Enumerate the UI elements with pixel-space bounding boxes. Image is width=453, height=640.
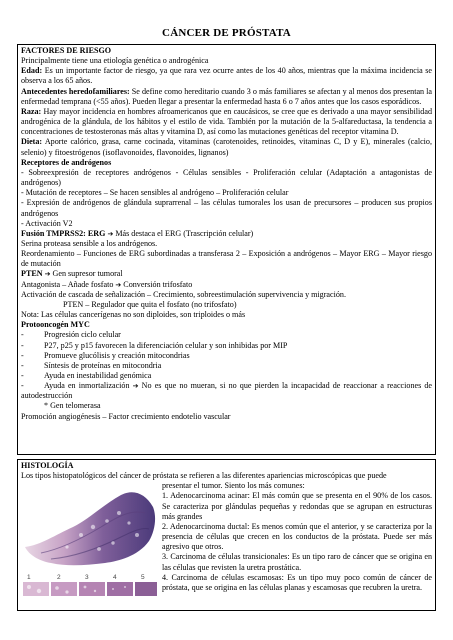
pten-antagonist — [21, 280, 432, 290]
grade-label-5: 5 — [141, 574, 145, 582]
age-text: Es un importante factor de riesgo, ya que rara vez ocurre antes de los 40 años, mientras que la máxima incidencia se observa a los 65 años. — [21, 66, 432, 86]
race-label: Raza: — [21, 106, 42, 116]
fusion-label: Fusión TMPRSS2: ERG — [21, 228, 108, 238]
histology-item: 3. Carcinoma de células transicionales: Es un tipo raro de cáncer que se origina en las células que revisten la uretra prostática. — [162, 552, 432, 572]
histology-item: 1. Adenocarcinoma acinar: El más común que se presenta en el 90% de los casos. Se caracteriza por glándulas pequeñas y redondas que se agrupan en estructuras más grandes — [162, 491, 432, 521]
race-text: Hay mayor incidencia en hombres afroamericanos que en caucásicos, se cree que es derivado a una mayor sensibilidad androgénica de la glándula, de los hábitos y el estilo de vida. También por la mutación de la 5-alfareductasa, la tendencia a concentraciones de testosteronas más altas y vitamina D, así como las mutaciones genéticas del receptor vitamina D. — [21, 106, 432, 137]
risk-heading: FACTORES DE RIESGO — [21, 46, 112, 55]
myc-item: - Promueve glucólisis y creación mitocondrias — [21, 351, 432, 361]
race-paragraph — [21, 107, 432, 137]
grade-label-2: 2 — [57, 574, 61, 582]
fusion-line — [21, 229, 432, 239]
histology-intro-cont: presentar el tumor. Siento los más comunes: — [162, 481, 305, 491]
pten-regulator: PTEN – Regulador que quita el fosfato (no trifosfato) — [63, 299, 237, 309]
grade-label-4: 4 — [113, 574, 117, 582]
right-arrow-icon: ➔ — [132, 382, 139, 391]
myc-heading: Protooncogén MYC — [21, 320, 90, 330]
grade-label-1: 1 — [27, 574, 31, 582]
myc-immortal-a: Ayuda en inmortalización — [44, 381, 133, 391]
myc-immortal-b: No es que no mueran, si no que pierden la incapacidad de reaccionar a reacciones de autodestrucción — [21, 381, 433, 401]
androgen-item: - Sobreexpresión de receptores andrógenos - Células sensibles - Proliferación celular (Adaptación a antagonistas de andrógenos) — [21, 167, 432, 188]
pten-antagonist-b: Conversión trifosfato — [121, 279, 193, 289]
myc-item: - P27, p25 y p15 favorecen la diferenciación celular y son inhibidas por MIP — [21, 341, 432, 351]
histology-item: 4. Carcinoma de células escamosas: Es un tipo muy poco común de cáncer de próstata, que se origina en las células planas y escamosas que recubren la uretra. — [162, 572, 432, 592]
myc-item: - Ayuda en inestabilidad genómica — [21, 371, 432, 381]
age-paragraph — [21, 66, 432, 86]
histology-columns — [21, 481, 432, 597]
diet-label: Dieta: — [21, 137, 43, 147]
histology-intro: Los tipos histopatológicos del cáncer de próstata se refieren a las diferentes apariencias microscópicas que puede — [21, 471, 387, 481]
fusion-text: Más destaca el ERG (Trascripción celular) — [113, 228, 254, 238]
risk-factors-box — [17, 44, 436, 455]
angiogenesis-line: Promoción angiogénesis – Factor crecimiento endotelio vascular — [21, 411, 231, 421]
right-arrow-icon: ➔ — [115, 280, 122, 289]
pten-label: PTEN — [21, 269, 45, 279]
histology-tiles — [23, 582, 157, 596]
fusion-detail: Reordenamiento – Funciones de ERG subordinadas a transferasa 2 – Exposición a andrógenos – Mayor ERG – Mayor riesgo de mutación — [21, 249, 432, 269]
histology-heading: HISTOLOGÍA — [21, 461, 74, 470]
right-arrow-icon: ➔ — [107, 229, 114, 238]
androgen-item: - Expresión de andrógenos de glándula suprarrenal – las células tumorales los usan de precursores – producen sus propios andrógenos — [21, 198, 432, 218]
myc-item-text: Síntesis de proteínas en mitocondria — [44, 360, 162, 370]
telomerase-note: * Gen telomerasa — [44, 401, 101, 411]
histology-text — [158, 481, 432, 597]
pten-cascade: Activación de cascada de señalización – Crecimiento, sobreestimulación supervivencia y migración. — [21, 289, 346, 299]
histology-scale — [27, 574, 145, 581]
page-title: CÁNCER DE PRÓSTATA — [162, 27, 291, 39]
myc-item-text: Promueve glucólisis y creación mitocondrias — [44, 350, 190, 360]
family-label: Antecedentes heredofamiliares: — [21, 86, 130, 96]
myc-item: - Progresión ciclo celular — [21, 330, 432, 340]
androgen-item: - Activación V2 — [21, 218, 73, 228]
myc-item: - Síntesis de proteínas en mitocondria — [21, 361, 432, 371]
fusion-detail: Serina proteasa sensible a los andrógenos. — [21, 238, 158, 248]
pten-note: Nota: Las células cancerígenas no son diploides, son triploides o más — [21, 310, 246, 320]
age-label: Edad: — [21, 66, 43, 76]
right-arrow-icon: ➔ — [44, 270, 51, 279]
histology-box — [17, 459, 436, 611]
pten-antagonist-a: Antagonista – Añade fosfato — [21, 279, 116, 289]
diet-paragraph — [21, 137, 432, 157]
diet-text: Aporte calórico, grasa, carne cocinada, vitaminas (carotenoides, retinoides, vitaminas C, D y E), minerales (calcio, selenio) y fitoestrógenos (isoflavonoides, flavonoides, lignanos) — [21, 137, 432, 157]
androgen-item: - Mutación de receptores – Se hacen sensibles al andrógeno – Proliferación celular — [21, 188, 289, 198]
family-paragraph — [21, 87, 432, 107]
myc-item-text: Ayuda en inestabilidad genómica — [44, 371, 152, 380]
risk-intro: Principalmente tiene una etiología genética o androgénica — [21, 56, 209, 66]
histology-illustration — [21, 483, 158, 597]
pten-text: Gen supresor tumoral — [50, 269, 123, 279]
histology-item: 2. Adenocarcinoma ductal: Es menos común que el anterior, y se caracteriza por la presencia de células que crecen en los conductos de la próstata. Puede ser más agresivo que otros. — [162, 521, 432, 552]
grade-label-3: 3 — [85, 574, 89, 582]
myc-item-text: P27, p25 y p15 favorecen la diferenciación celular y son inhibidas por MIP — [44, 340, 288, 350]
myc-item-text: Progresión ciclo celular — [44, 330, 121, 340]
androgen-heading: Receptores de andrógenos — [21, 157, 112, 167]
myc-item-immortal: - Ayuda en inmortalización ➔ No es que no mueran, si no que pierden la incapacidad de reaccionar a reacciones de autodestrucción — [21, 381, 433, 401]
family-text: Se define como hereditario cuando 3 o más familiares se afectan y al menos dos presentan la enfermedad temprana (<55 años). Pueden llegar a presentar la enfermedad hasta 6 o 7 años antes que los casos esporádicos. — [21, 86, 432, 106]
pten-line — [21, 269, 432, 279]
histology-image — [21, 483, 158, 597]
